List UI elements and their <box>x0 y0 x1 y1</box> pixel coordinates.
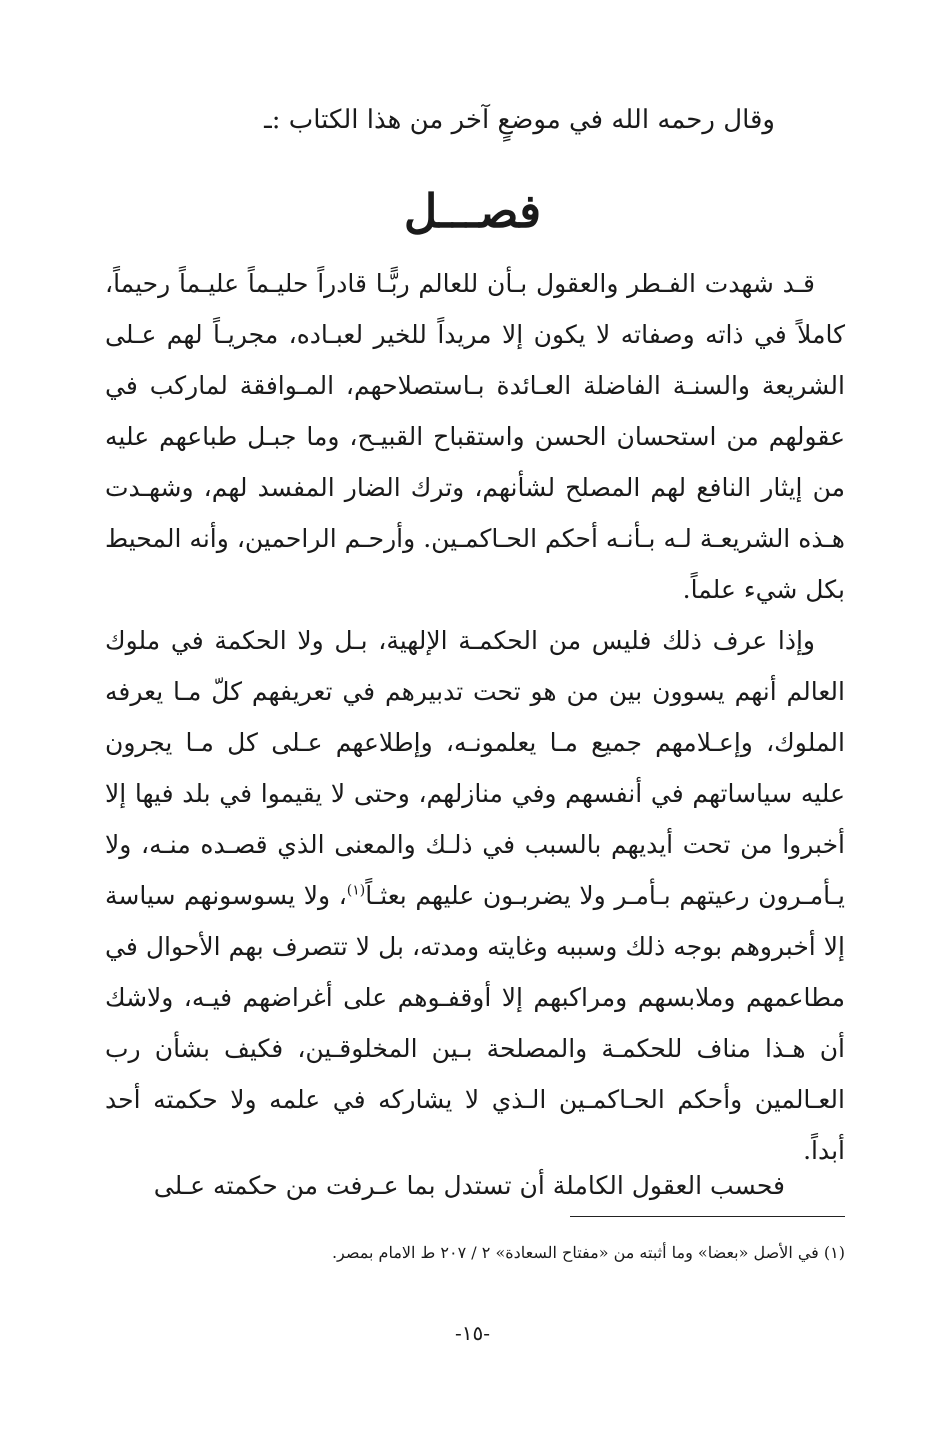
paragraph-2 <box>105 615 845 1176</box>
paragraph-1: قـد شهدت الفـطر والعقول بـأن للعالم ربًّـا قادراً حليـماً عليـماً رحيماً، كاملاً في ذاته وصفاته لا يكون إلا مريداً للخير لعبـاده، مجريـاً لهم عـلى الشريعة والسنـة الفاضلة العـائدة بـاستصلاحهم، المـوافقة لماركب في عقولهم من استحسان الحسن واستقباح القبيـح، وما جبـل طباعهم عليه من إيثار النافع لهم المصلح لشأنهم، وترك الضار المفسد لهم، وشهـدت هـذه الشريعـة لـه بـأنـه أحكم الحـاكمـين. وأرحـم الراحمين، وأنه المحيط بكل شيء علماً. <box>105 269 845 604</box>
paragraph-2-text-a: وإذا عرف ذلك فليس من الحكمـة الإلهية، بـل ولا الحكمة في ملوك العالم أنهم يسوون بين من هو تحت تدبيرهم في تعريفهم كلّ مـا يعرفه الملوك، وإعـلامهم جميع مـا يعلمونـه، وإطلاعهم عـلى كل مـا يجرون عليه سياساتهم في أنفسهم وفي منازلهم، وحتى لا يقيموا في بلد فيها إلا أخبروا من تحت أيديهم بالسبب في ذلـك والمعنى الذي قصـده منـه، ولا يـأمـرون رعيتهم بـأمـر ولا يضربـون عليهم بعثـاً <box>105 626 845 910</box>
footnote-divider <box>570 1216 845 1217</box>
footnote: (١) في الأصل «بعضا» وما أثبته من «مفتاح السعادة» ٢ / ٢٠٧ ط الامام بمصر. <box>331 1243 845 1262</box>
page-number: -١٥- <box>454 1321 490 1345</box>
paragraph-2-text-b: ، ولا يسوسونهم سياسة إلا أخبروهم بوجه ذلك وسببه وغايته ومدته، بل لا تتصرف بهم الأحوال في مطاعمهم وملابسهم ومراكبهم إلا أوقفـوهم على أغراضهم فيـه، ولاشك أن هـذا مناف للحكمـة والمصلحة بـين المخلوقـين، فكيف بشأن رب العـالمين وأحكم الحـاكمـين الـذي لا يشاركه في علمه ولا حكمته أحد أبداً. <box>105 881 845 1165</box>
intro-line: وقال رحمه الله في موضعٍ آخر من هذا الكتاب :ـ <box>264 105 775 135</box>
paragraph-3: فحسب العقول الكاملة أن تستدل بما عـرفت من حكمته عـلى <box>153 1171 785 1200</box>
footnote-reference: (١) <box>346 882 366 899</box>
section-heading: فصـــل <box>403 184 542 238</box>
